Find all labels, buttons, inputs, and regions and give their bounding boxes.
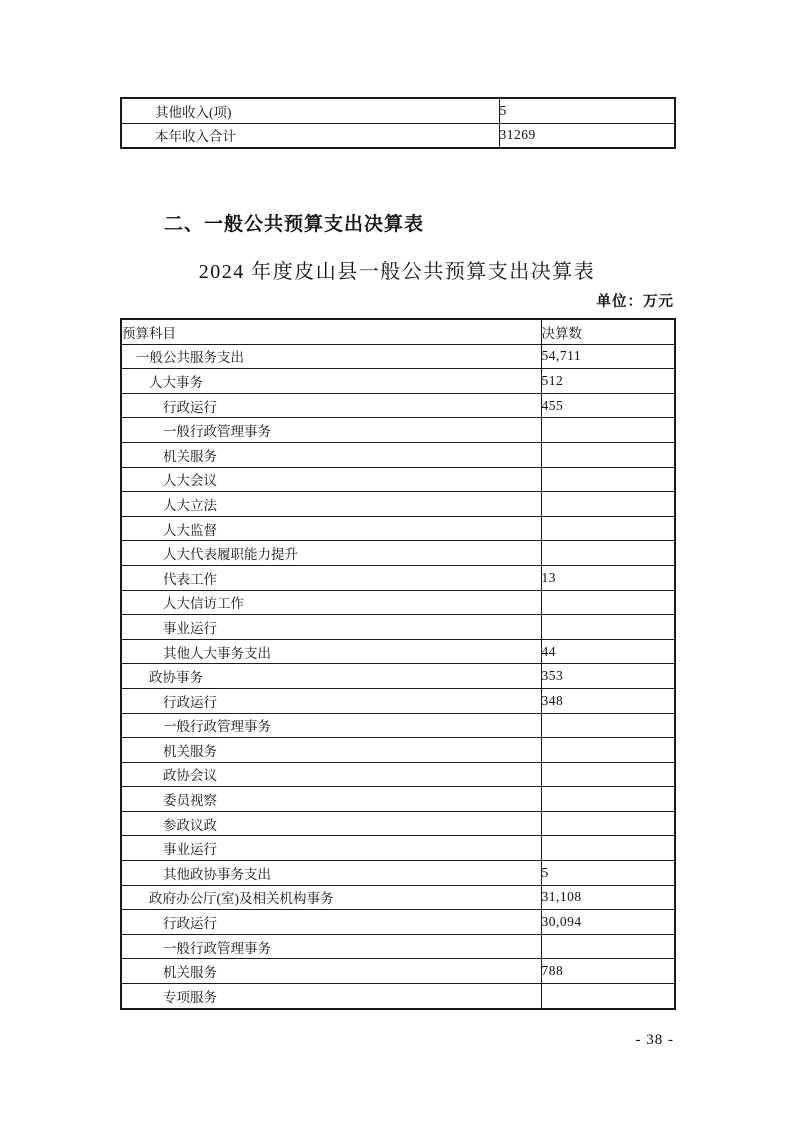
budget-subject-cell: 参政议政: [121, 811, 541, 836]
budget-subject-cell: 政府办公厅(室)及相关机构事务: [121, 885, 541, 910]
table-row: [121, 688, 675, 713]
budget-amount-cell: 5: [541, 861, 675, 886]
budget-subject-cell: 委员视察: [121, 787, 541, 812]
budget-amount-cell: 455: [541, 393, 675, 418]
table-row: [121, 836, 675, 861]
budget-subject-cell: 代表工作: [121, 565, 541, 590]
budget-subject-cell: 事业运行: [121, 615, 541, 640]
table-row: [121, 738, 675, 763]
budget-amount-cell: 31269: [499, 123, 675, 148]
column-header-amount: 决算数: [541, 319, 675, 344]
budget-subject-cell: 本年收入合计: [121, 123, 499, 148]
budget-amount-cell: [541, 418, 675, 443]
budget-amount-cell: [541, 492, 675, 517]
header-row: [121, 319, 675, 344]
budget-amount-cell: [541, 590, 675, 615]
column-header-subject: 预算科目: [121, 319, 541, 344]
budget-amount-cell: [541, 787, 675, 812]
budget-amount-cell: [541, 762, 675, 787]
budget-subject-cell: 人大信访工作: [121, 590, 541, 615]
budget-subject-cell: 人大监督: [121, 516, 541, 541]
table-row: [121, 639, 675, 664]
budget-subject-cell: 一般行政管理事务: [121, 713, 541, 738]
table-row: [121, 492, 675, 517]
budget-subject-cell: 人大事务: [121, 369, 541, 394]
budget-amount-cell: [541, 811, 675, 836]
budget-amount-cell: 31,108: [541, 885, 675, 910]
table-row: [121, 615, 675, 640]
budget-subject-cell: 人大立法: [121, 492, 541, 517]
table-row: [121, 123, 675, 148]
budget-subject-cell: 其他人大事务支出: [121, 639, 541, 664]
table-row: [121, 442, 675, 467]
expenditure-table: [120, 318, 676, 1010]
budget-subject-cell: 政协会议: [121, 762, 541, 787]
income-table-fragment: [120, 97, 676, 149]
table-row: [121, 98, 675, 123]
budget-subject-cell: 行政运行: [121, 910, 541, 935]
budget-subject-cell: 机关服务: [121, 959, 541, 984]
budget-subject-cell: 一般行政管理事务: [121, 934, 541, 959]
table-row: [121, 787, 675, 812]
budget-subject-cell: 机关服务: [121, 738, 541, 763]
budget-amount-cell: 13: [541, 565, 675, 590]
budget-amount-cell: [541, 713, 675, 738]
budget-amount-cell: 30,094: [541, 910, 675, 935]
budget-subject-cell: 政协事务: [121, 664, 541, 689]
table-row: [121, 369, 675, 394]
table-row: [121, 344, 675, 369]
table-row: [121, 516, 675, 541]
budget-subject-cell: 一般行政管理事务: [121, 418, 541, 443]
table-row: [121, 565, 675, 590]
budget-amount-cell: [541, 541, 675, 566]
table-row: [121, 713, 675, 738]
table-row: [121, 811, 675, 836]
table-row: [121, 664, 675, 689]
budget-subject-cell: 其他收入(项): [121, 98, 499, 123]
table-row: [121, 959, 675, 984]
budget-subject-cell: 人大会议: [121, 467, 541, 492]
page-number: - 38 -: [635, 1032, 674, 1048]
budget-amount-cell: 54,711: [541, 344, 675, 369]
table-row: [121, 910, 675, 935]
budget-subject-cell: 行政运行: [121, 688, 541, 713]
budget-amount-cell: 788: [541, 959, 675, 984]
budget-subject-cell: 一般公共服务支出: [121, 344, 541, 369]
table-row: [121, 762, 675, 787]
budget-subject-cell: 事业运行: [121, 836, 541, 861]
budget-amount-cell: [541, 442, 675, 467]
table-row: [121, 541, 675, 566]
table-row: [121, 861, 675, 886]
budget-amount-cell: [541, 738, 675, 763]
table-row: [121, 393, 675, 418]
section-heading: 二、一般公共预算支出决算表: [164, 214, 425, 235]
unit-label: 单位：万元: [596, 294, 674, 310]
table-row: [121, 934, 675, 959]
budget-subject-cell: 人大代表履职能力提升: [121, 541, 541, 566]
budget-amount-cell: 5: [499, 98, 675, 123]
budget-amount-cell: [541, 516, 675, 541]
budget-amount-cell: [541, 984, 675, 1009]
table-row: [121, 467, 675, 492]
table-title: 2024 年度皮山县一般公共预算支出决算表: [198, 261, 596, 283]
budget-amount-cell: 353: [541, 664, 675, 689]
budget-subject-cell: 机关服务: [121, 442, 541, 467]
budget-subject-cell: 其他政协事务支出: [121, 861, 541, 886]
budget-amount-cell: [541, 836, 675, 861]
table-row: [121, 418, 675, 443]
budget-amount-cell: 44: [541, 639, 675, 664]
budget-amount-cell: [541, 467, 675, 492]
budget-subject-cell: 专项服务: [121, 984, 541, 1009]
budget-amount-cell: 348: [541, 688, 675, 713]
budget-amount-cell: 512: [541, 369, 675, 394]
budget-amount-cell: [541, 615, 675, 640]
table-row: [121, 984, 675, 1009]
table-row: [121, 885, 675, 910]
budget-amount-cell: [541, 934, 675, 959]
budget-subject-cell: 行政运行: [121, 393, 541, 418]
table-row: [121, 590, 675, 615]
